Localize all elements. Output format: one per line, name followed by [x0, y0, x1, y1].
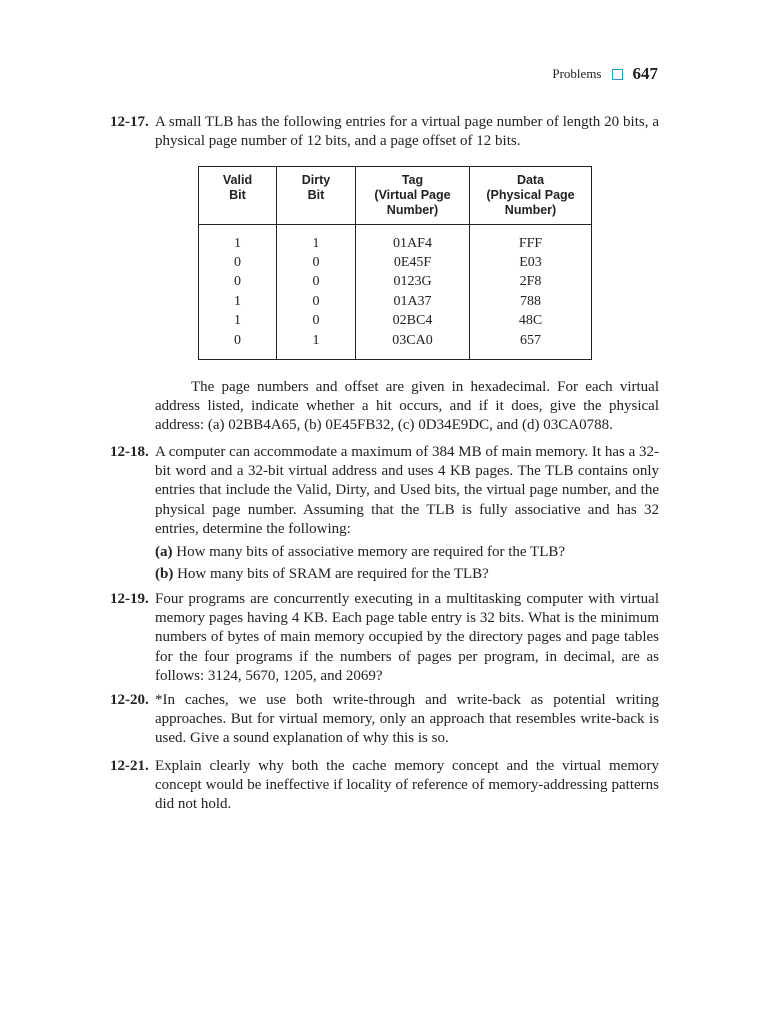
table-cell: 0: [277, 253, 356, 272]
problem-text: *In caches, we use both write-through and write-back as potential writing approaches. But for virtual memory, only an approach that resembles write-back is used. Give a sound explanation of why this is so.: [155, 692, 659, 747]
table-row: [199, 292, 592, 311]
problem-12-20: [110, 691, 659, 749]
problem-12-19: [110, 590, 659, 686]
header-valid-bit: Valid Bit: [199, 167, 277, 225]
tlb-table: [198, 166, 592, 360]
table-cell: 03CA0: [356, 331, 470, 350]
table-row: [199, 273, 592, 292]
table-cell: 0: [277, 312, 356, 331]
table-cell: 0: [199, 253, 277, 272]
table-cell: 1: [199, 234, 277, 253]
table-cell: 01A37: [356, 292, 470, 311]
problem-12-21: [110, 757, 659, 815]
table-cell: 1: [199, 292, 277, 311]
page-number: 647: [632, 64, 658, 83]
table-cell: 0E45F: [356, 253, 470, 272]
table-row: [199, 331, 592, 350]
section-title: Problems: [552, 66, 602, 81]
table-cell: 0: [277, 292, 356, 311]
table-cell: 0: [277, 273, 356, 292]
table-cell: 0: [199, 273, 277, 292]
sub-question-b: (b) How many bits of SRAM are required for the TLB?: [155, 566, 489, 583]
table-row: [199, 312, 592, 331]
table-cell: E03: [470, 253, 592, 272]
table-header-row: [199, 167, 592, 225]
table-cell: 01AF4: [356, 234, 470, 253]
table-cell: 1: [199, 312, 277, 331]
table-cell: 1: [277, 234, 356, 253]
table-cell: FFF: [470, 234, 592, 253]
problem-number: 12-19.: [110, 591, 149, 607]
table-row: [199, 253, 592, 272]
problem-number: 12-18.: [110, 444, 149, 460]
table-cell: 657: [470, 331, 592, 350]
problem-text: The page numbers and offset are given in hexadecimal. For each virtual address listed, indicate whether a hit occurs, and if it does, give the physical address: (a) 02BB4A65, (b) 0E45FB32, (c) 0D34E9DC, and (d) 03CA0788.: [155, 379, 659, 434]
header-dirty-bit: Dirty Bit: [277, 167, 356, 225]
problem-12-18: [110, 443, 659, 584]
problem-text: Four programs are concurrently executing in a multitasking computer with virtual memory pages having 4 KB. Each page table entry is 32 bits. What is the minimum numbers of bytes of main memory occupied by the directory pages and page tables for the four programs if the numbers of pages per program, in decimal, are as follows: 3124, 5670, 1205, and 2069?: [155, 591, 659, 684]
table-cell: 0: [199, 331, 277, 350]
problem-12-17: [110, 113, 659, 151]
problem-text: Explain clearly why both the cache memory concept and the virtual memory concept would be ineffective if locality of reference of memory-addressing patterns did not hold.: [155, 758, 659, 813]
table-cell: 2F8: [470, 273, 592, 292]
sub-question-a: (a) How many bits of associative memory are required for the TLB?: [155, 544, 566, 561]
table-cell: 02BC4: [356, 312, 470, 331]
header-data: Data (Physical Page Number): [470, 167, 592, 225]
problem-number: 12-21.: [110, 758, 149, 774]
header-tag: Tag (Virtual Page Number): [356, 167, 470, 225]
problem-number: 12-17.: [110, 114, 149, 130]
table-cell: 788: [470, 292, 592, 311]
table-cell: 0123G: [356, 273, 470, 292]
page-header: [552, 64, 658, 84]
table-cell: 48C: [470, 312, 592, 331]
problem-number: 12-20.: [110, 692, 149, 708]
problem-text: A small TLB has the following entries for a virtual page number of length 20 bits, a physical page number of 12 bits, and a page offset of 12 bits.: [155, 114, 659, 150]
table-row: [199, 234, 592, 253]
table-cell: 1: [277, 331, 356, 350]
square-icon: [612, 69, 623, 80]
problem-12-17-question: [110, 378, 659, 436]
problem-text: A computer can accommodate a maximum of 384 MB of main memory. It has a 32-bit word and a 32-bit virtual address and uses 4 KB pages. The TLB contains only entries that include the Valid, Dirty, and Used bits, the virtual page number, and the physical page number. Assuming that the TLB is fully associative and has 32 entries, determine the following:: [155, 444, 659, 537]
